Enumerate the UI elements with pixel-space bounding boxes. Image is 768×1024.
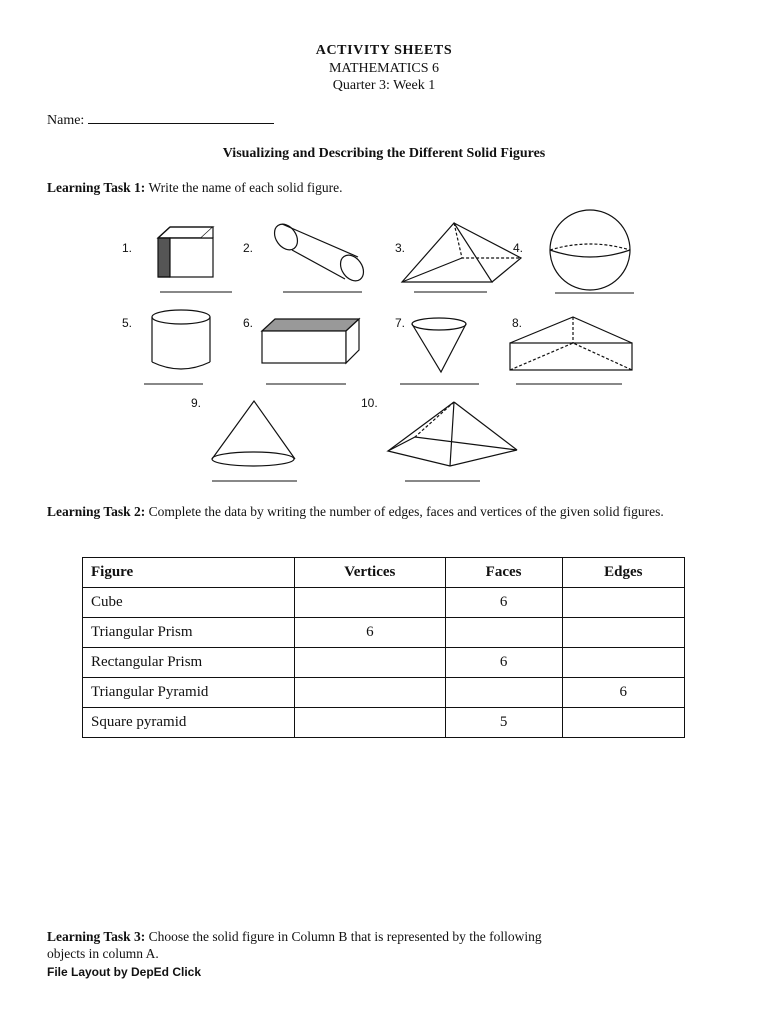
solid-figures-table [82,557,685,738]
solid-figures [0,200,768,490]
col-vertices: Vertices [295,558,446,588]
cell-faces[interactable]: 6 [445,648,562,678]
table-row [83,708,685,738]
fig-number: 9. [191,396,202,410]
table-row [83,678,685,708]
table-row [83,618,685,648]
task3-label: Learning Task 3: [47,929,146,944]
task1-label: Learning Task 1: [47,180,146,195]
cylinder-icon [152,310,210,369]
inverted-cone-icon [412,318,466,372]
cell-vertices[interactable] [295,648,446,678]
cell-faces[interactable] [445,618,562,648]
cell-edges[interactable] [562,588,684,618]
col-figure: Figure [83,558,295,588]
fig-number: 2. [243,241,254,255]
cell-figure: Rectangular Prism [83,648,295,678]
square-pyramid-icon [388,402,517,466]
cell-vertices[interactable] [295,678,446,708]
task3-instruction [47,928,567,962]
task1-instruction [47,179,342,196]
cell-edges[interactable] [562,648,684,678]
cell-figure: Cube [83,588,295,618]
cell-edges[interactable] [562,618,684,648]
cell-figure: Triangular Prism [83,618,295,648]
name-row [47,111,274,129]
task2-text: Complete the data by writing the number of edges, faces and vertices of the given solid figures. [148,504,664,519]
fig-number: 5. [122,316,133,330]
cell-figure: Triangular Pyramid [83,678,295,708]
task1-text: Write the name of each solid figure. [148,180,343,195]
table-row [83,648,685,678]
cell-vertices[interactable] [295,708,446,738]
footer-credit: File Layout by DepEd Click [47,965,202,979]
cell-edges[interactable] [562,708,684,738]
triangular-prism-long-icon [510,317,632,370]
fig-number: 8. [512,316,523,330]
name-blank[interactable] [88,111,274,124]
fig-number: 7. [395,316,406,330]
fig-number: 10. [361,396,378,410]
cylinder-lying-icon [270,220,368,285]
col-faces: Faces [445,558,562,588]
table-header-row [83,558,685,588]
task2-label: Learning Task 2: [47,504,146,519]
cone-icon [212,401,295,466]
cell-vertices[interactable] [295,588,446,618]
sheet-title: ACTIVITY SHEETS [315,43,453,58]
subject-title: MATHEMATICS 6 [328,61,440,76]
lesson-subtitle: Visualizing and Describing the Different Solid Figures [222,146,546,161]
quarter-week: Quarter 3: Week 1 [332,78,436,93]
task3-text: Choose the solid figure in Column B that is represented by the following objects in column A. [47,929,542,961]
task2-instruction [47,503,722,520]
fig-number: 1. [122,241,133,255]
name-label: Name: [47,113,85,128]
cell-figure: Square pyramid [83,708,295,738]
rectangular-prism-icon [262,319,359,363]
cell-edges[interactable]: 6 [562,678,684,708]
fig-number: 4. [513,241,524,255]
cell-faces[interactable]: 6 [445,588,562,618]
cell-faces[interactable] [445,678,562,708]
cell-faces[interactable]: 5 [445,708,562,738]
sphere-icon [550,210,630,290]
fig-number: 6. [243,316,254,330]
fig-number: 3. [395,241,406,255]
table-row [83,588,685,618]
col-edges: Edges [562,558,684,588]
cell-vertices[interactable]: 6 [295,618,446,648]
triangular-prism-icon [402,223,524,282]
cube-icon [158,227,213,277]
